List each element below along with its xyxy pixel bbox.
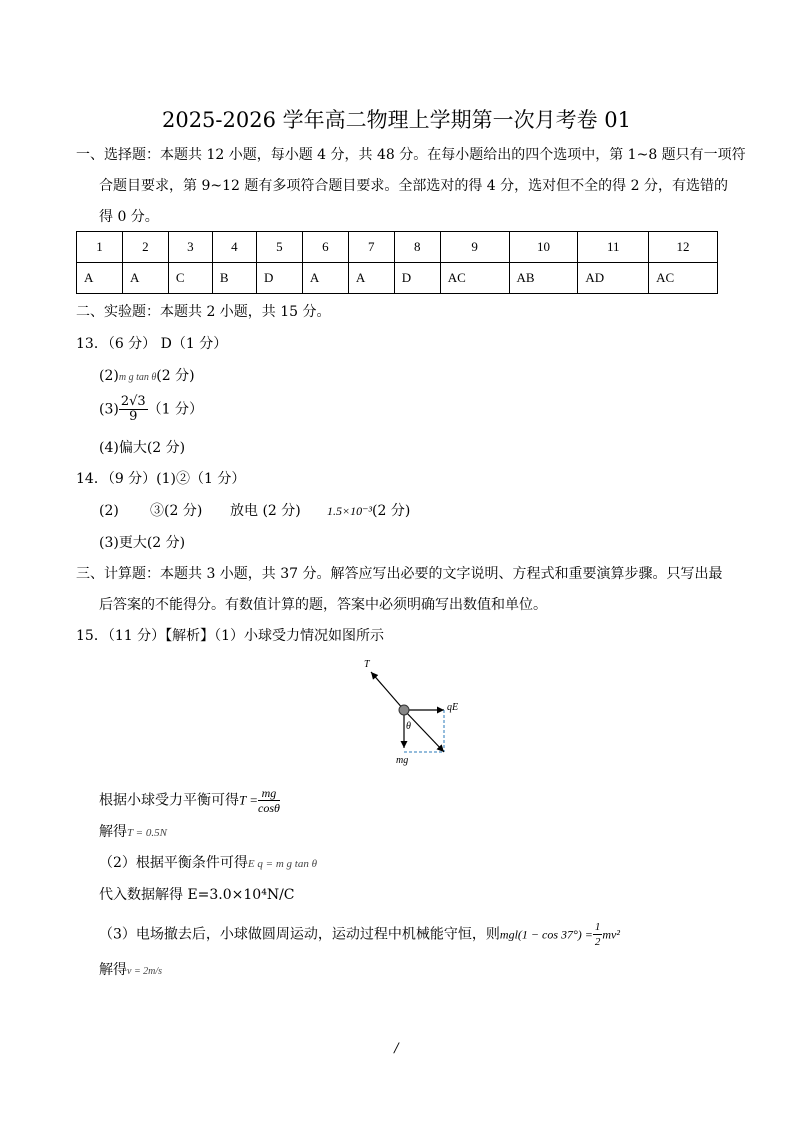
section1-line1: 一、选择题：本题共 12 小题，每小题 4 分，共 48 分。在每小题给出的四个选项中，第 1~8 题只有一项符 (76, 147, 746, 163)
question-number-cell: 8 (394, 232, 440, 263)
q15-eq3-text: （2）根据平衡条件可得 (99, 855, 248, 871)
section1-line2: 合题目要求，第 9~12 题有多项符合题目要求。全部选对的得 4 分，选对但不全的得 2 分，有选错的 (99, 178, 728, 194)
q15-eq1-numerator: mg (258, 786, 280, 801)
q15-equation5 (99, 920, 620, 949)
answer-cell: A (122, 263, 168, 294)
q15-equation3 (99, 856, 317, 871)
answer-cell: A (77, 263, 123, 294)
question-number-cell: 10 (509, 232, 578, 263)
answer-cell: AD (578, 263, 649, 294)
q15-equation1 (99, 786, 280, 815)
answer-cell: D (394, 263, 440, 294)
question-number-cell: 4 (212, 232, 256, 263)
question-number-cell: 7 (348, 232, 394, 263)
section3-line1: 三、计算题：本题共 3 小题，共 37 分。解答应写出必要的文字说明、方程式和重要演算步骤。只写出最 (76, 566, 723, 582)
force-diagram (355, 655, 470, 770)
q15-eq2-formula: T = 0.5N (127, 827, 167, 839)
q15-eq3-formula: E q = m g tan θ (247, 858, 317, 870)
section3-line2: 后答案的不能得分。有数值计算的题，答案中必须明确写出数值和单位。 (99, 597, 547, 613)
q14-line1: 14．（9 分）(1)②（1 分） (76, 471, 246, 487)
question-number-cell: 12 (649, 232, 718, 263)
q13-line3-fraction (119, 395, 148, 424)
question-number-cell: 3 (168, 232, 212, 263)
q15-eq2-text: 解得 (99, 824, 127, 840)
q15-eq1-lhs: T = (239, 792, 259, 808)
q15-equation4: 代入数据解得 E=3.0×10⁴N/C (99, 887, 295, 903)
q14-line2-part-b: ③(2 分) (150, 503, 203, 519)
answer-cell: B (212, 263, 256, 294)
q14-line2-value: 1.5×10⁻³ (327, 504, 373, 518)
q13-line3-prefix: (3) (99, 401, 119, 418)
q15-eq5-lhs: mgl(1 − cos 37°) = (499, 927, 593, 942)
answer-cell: D (256, 263, 302, 294)
q15-eq5-rhs: mv² (602, 927, 620, 942)
question-number-cell: 2 (122, 232, 168, 263)
q15-eq6-formula: v = 2m/s (127, 966, 163, 977)
q14-line2-points: (2 分) (372, 503, 411, 519)
q13-line4: (4)偏大(2 分) (99, 440, 186, 456)
q13-line3-denominator: 9 (129, 409, 138, 424)
label-theta: θ (406, 721, 411, 732)
answer-table-answer-row (77, 263, 718, 294)
question-number-cell: 6 (302, 232, 348, 263)
q15-equation2 (99, 825, 167, 840)
q14-line2-part-c: 放电 (2 分) (230, 503, 301, 519)
q15-eq5-numerator: 1 (594, 921, 601, 933)
answer-cell: A (302, 263, 348, 294)
question-number-cell: 1 (77, 232, 123, 263)
q15-eq5-denominator: 2 (594, 936, 601, 948)
q15-eq6-text: 解得 (99, 962, 127, 978)
answer-cell: AB (509, 263, 578, 294)
q15-eq5-fraction (593, 920, 603, 949)
q13-line2-prefix: (2) (99, 368, 119, 384)
tension-vector (371, 672, 404, 710)
question-number-cell: 5 (256, 232, 302, 263)
answer-cell: AC (440, 263, 509, 294)
q13-line3 (99, 395, 203, 424)
q15-eq1-fraction (258, 786, 280, 815)
page-title: 2025-2026 学年高二物理上学期第一次月考卷 01 (161, 108, 632, 132)
q13-line3-numerator: 2√3 (120, 394, 146, 409)
q14-line3: (3)更大(2 分) (99, 535, 186, 551)
label-qe: qE (447, 702, 459, 713)
q13-line2-suffix: (2 分) (156, 368, 195, 384)
q15-heading: 15．（11 分）【解析】（1）小球受力情况如图所示 (76, 628, 384, 644)
section2-heading: 二、实验题：本题共 2 小题，共 15 分。 (76, 304, 331, 320)
q14-line2-formula (327, 504, 410, 518)
q13-line2-formula: m g tan θ (118, 372, 157, 383)
q15-eq1-text: 根据小球受力平衡可得 (99, 792, 239, 809)
q15-eq1-denominator: cosθ (258, 801, 280, 815)
section1-line3: 得 0 分。 (99, 209, 159, 225)
q15-equation6 (99, 963, 162, 979)
question-number-cell: 11 (578, 232, 649, 263)
question-number-cell: 9 (440, 232, 509, 263)
answer-table (76, 231, 718, 294)
label-mg: mg (396, 755, 409, 766)
q15-eq5-text: （3）电场撤去后，小球做圆周运动，运动过程中机械能守恒，则 (99, 926, 500, 943)
answer-table-number-row (77, 232, 718, 263)
q13-line1: 13．（6 分） D（1 分） (76, 336, 228, 352)
ball (399, 705, 409, 715)
q13-line3-suffix: （1 分） (147, 401, 204, 418)
q13-line2 (99, 369, 195, 385)
answer-cell: C (168, 263, 212, 294)
page-number: / (394, 1041, 399, 1056)
label-t: T (364, 659, 370, 670)
answer-cell: A (348, 263, 394, 294)
answer-cell: AC (649, 263, 718, 294)
q14-line2-part-a: (2) (99, 503, 119, 519)
